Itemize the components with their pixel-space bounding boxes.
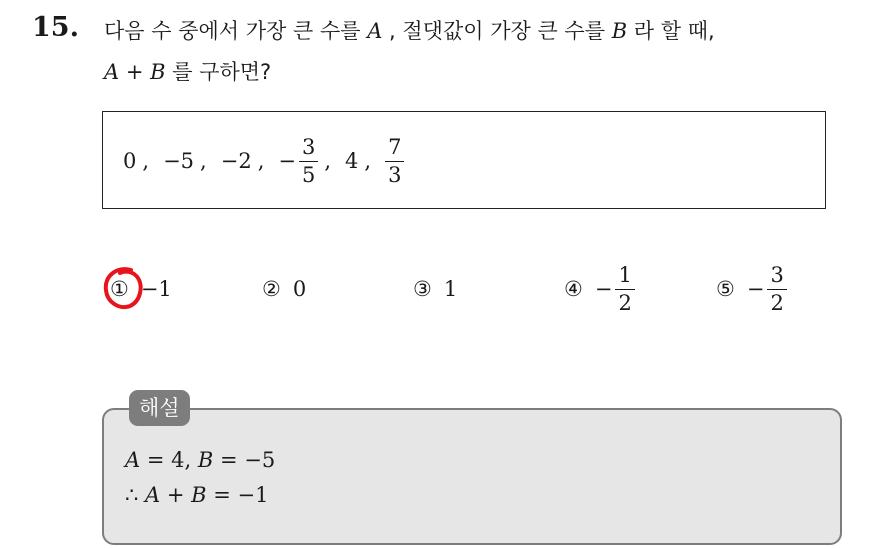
plus-operator: + — [160, 483, 192, 507]
choice-value: 0 — [292, 277, 307, 301]
choice-3[interactable] — [413, 262, 457, 316]
answer-circle-mark — [101, 266, 147, 312]
question-text-line2 — [104, 56, 271, 86]
variable-a: A — [367, 19, 383, 43]
separator: , — [200, 149, 207, 173]
separator: , — [257, 149, 265, 173]
equation-text: = −5 — [213, 448, 276, 472]
given-number: −2 — [220, 149, 252, 173]
separator: , — [142, 149, 150, 173]
fraction-denominator: 3 — [388, 162, 402, 187]
fraction — [767, 262, 786, 315]
given-numbers-box — [102, 111, 826, 209]
fraction-numerator: 1 — [615, 265, 634, 290]
given-numbers-list — [123, 134, 404, 188]
question-text-part: 를 구하면? — [165, 60, 272, 84]
choice-value: 1 — [443, 277, 458, 301]
choice-5[interactable] — [716, 262, 787, 316]
choice-4[interactable] — [564, 262, 635, 316]
variable-b: B — [197, 448, 214, 472]
question-number: 15. — [32, 12, 79, 43]
fraction-numerator: 3 — [299, 137, 318, 162]
choice-2[interactable] — [262, 262, 306, 316]
variable-b: B — [191, 483, 207, 507]
question-text-line1 — [104, 15, 715, 45]
given-number: 4 — [345, 149, 359, 173]
equation-text: = −1 — [206, 483, 269, 507]
fraction-denominator: 5 — [301, 162, 316, 187]
choice-number: ③ — [413, 277, 432, 301]
variable-a: A — [125, 448, 141, 472]
choice-number: ② — [262, 277, 281, 301]
choice-number: ① — [110, 277, 129, 301]
negative-sign: − — [594, 277, 613, 301]
variable-b: B — [611, 19, 628, 43]
solution-line2 — [125, 483, 269, 507]
fraction-denominator: 2 — [770, 290, 784, 315]
choice-number: ⑤ — [716, 277, 735, 301]
choice-value: −1 — [140, 277, 172, 301]
answer-circle-stroke — [106, 269, 141, 307]
fraction-numerator: 7 — [385, 137, 404, 162]
plus-operator: + — [119, 60, 151, 84]
given-number: −5 — [163, 149, 195, 173]
fraction — [615, 262, 634, 315]
question-text-part: , 절댓값이 가장 큰 수를 — [382, 19, 612, 43]
fraction — [299, 134, 318, 187]
choice-number: ④ — [564, 277, 583, 301]
separator: , — [324, 149, 332, 173]
given-number: 0 — [123, 149, 137, 173]
solution-label: 해설 — [129, 390, 190, 426]
therefore-symbol: ∴ — [125, 483, 146, 507]
variable-b: B — [150, 60, 166, 84]
negative-sign: − — [278, 149, 296, 173]
solution-line1 — [125, 448, 275, 472]
question-text-part: 라 할 때, — [627, 19, 715, 43]
fraction — [385, 134, 404, 187]
fraction-denominator: 2 — [618, 290, 632, 315]
equation-text: = 4, — [140, 448, 198, 472]
negative-sign: − — [746, 277, 765, 301]
variable-a: A — [104, 60, 120, 84]
question-text-part: 다음 수 중에서 가장 큰 수를 — [104, 19, 368, 43]
variable-a: A — [145, 483, 161, 507]
solution-box — [102, 408, 842, 545]
separator: , — [364, 149, 372, 173]
fraction-numerator: 3 — [767, 265, 786, 290]
